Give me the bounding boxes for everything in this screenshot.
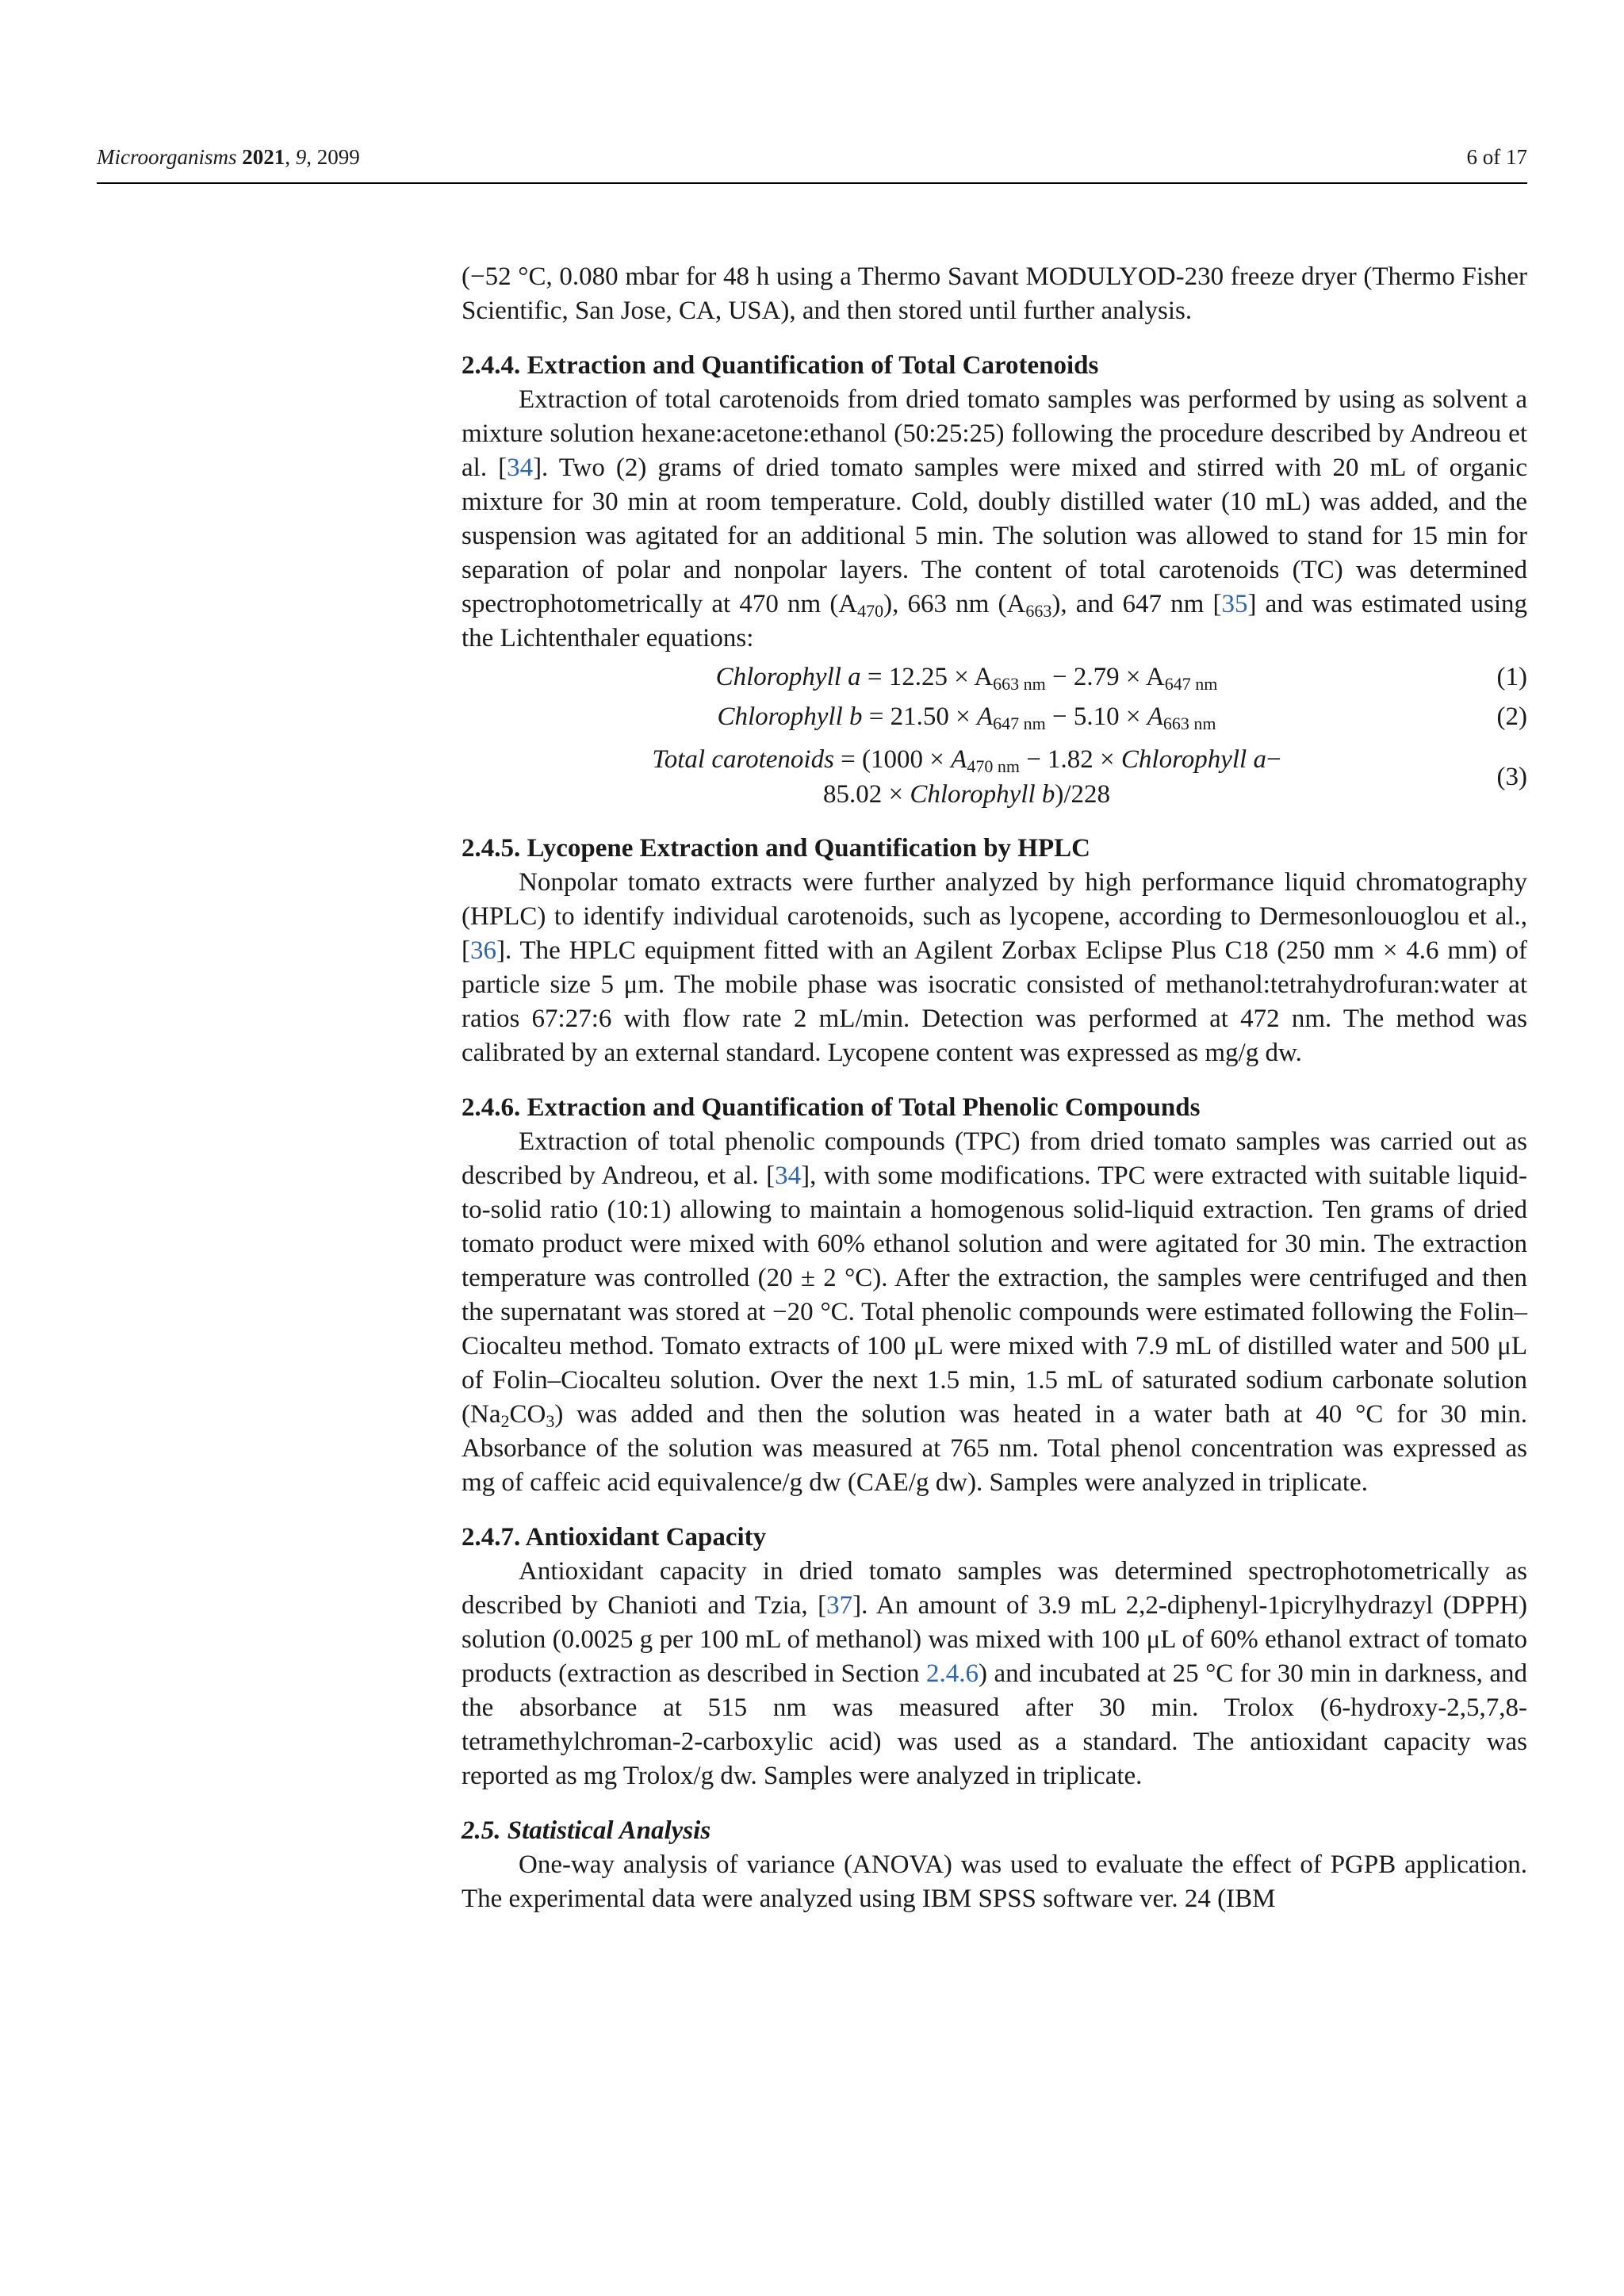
paragraph-2-4-7 <box>462 1555 1527 1793</box>
journal-article: , 2099 <box>306 145 360 169</box>
paragraph-2-4-5 <box>462 866 1527 1070</box>
subscript: 470 <box>857 601 884 621</box>
text-span: Nonpolar tomato extracts were further analyzed by high performance liquid chromatography (HPLC) to identify individual carotenoids, such as lycopene, according to Dermesonlouoglou et al., [ <box>462 868 1527 965</box>
text-span: ), 663 nm (A <box>883 590 1026 618</box>
equation-3-line-2 <box>462 778 1472 812</box>
equation-3 <box>462 743 1527 816</box>
citation-link[interactable]: 34 <box>507 453 534 482</box>
eq-variable: Chlorophyll b <box>910 780 1055 809</box>
eq-variable: Chlorophyll b <box>717 702 863 731</box>
equation-number: (2) <box>1496 702 1527 731</box>
citation-link[interactable]: 36 <box>470 936 496 965</box>
text-span: Extraction of total carotenoids from dried tomato samples was performed by using as solvent a mixture solution hexane:acetone:ethanol (50:25:25) following the procedure described by Andreou et al. [ <box>462 385 1527 482</box>
paragraph-2-4-4 <box>462 383 1527 656</box>
text-span: ] and was estimated using the Lichtenthaler equations: <box>462 590 1527 652</box>
page-header <box>97 143 1527 184</box>
subscript: 647 nm <box>993 714 1046 733</box>
eq-text: 85.02 × <box>822 780 910 809</box>
text-span: One-way analysis of variance (ANOVA) was used to evaluate the effect of PGPB application. The experimental data were analyzed using IBM SPSS software ver. 24 (IBM <box>462 1850 1527 1913</box>
eq-text: − 1.82 × <box>1019 745 1121 774</box>
subscript: 663 nm <box>1162 714 1216 733</box>
text-span: ]. An amount of 3.9 mL 2,2-diphenyl-1picrylhydrazyl (DPPH) solution (0.0025 g per 100 mL of methanol) was mixed with 100 μL of 60% ethanol extract of tomato products (extraction as described in Section <box>462 1591 1528 1688</box>
eq-text: )/228 <box>1055 780 1111 809</box>
text-span: ]. The HPLC equipment fitted with an Agilent Zorbax Eclipse Plus C18 (250 mm × 4.6 mm) of particle size 5 μm. The mobile phase was isocratic consisted of methanol:tetrahydrofuran:water at ratios 67:27:6 with flow rate 2 mL/min. Detection was performed at 472 nm. The method was calibrated by an external standard. Lycopene content was expressed as mg/g dw. <box>462 936 1527 1067</box>
equation-2-body <box>462 700 1472 734</box>
text-span: Antioxidant capacity in dried tomato samples was determined spectrophotometrically as described by Chanioti and Tzia, [ <box>462 1557 1527 1620</box>
eq-variable: Total carotenoids <box>652 745 834 774</box>
equation-1-body <box>462 660 1472 695</box>
equation-1 <box>462 660 1527 695</box>
journal-name: Microorganisms <box>97 145 237 169</box>
text-span: CO <box>509 1400 546 1429</box>
eq-variable: Chlorophyll a <box>715 663 861 691</box>
section-heading-2-4-4: 2.4.4. Extraction and Quantification of Total Carotenoids <box>462 351 1099 380</box>
article-body <box>462 260 1527 1916</box>
text-span: ), and 647 nm [ <box>1051 590 1222 618</box>
eq-variable: Chlorophyll a <box>1120 745 1266 774</box>
citation-link[interactable]: 35 <box>1221 590 1248 618</box>
text-span: ) was added and then the solution was heated in a water bath at 40 °C for 30 min. Absorbance of the solution was measured at 765 nm. Total phenol concentration was expressed as mg of caffeic acid equivalence/g dw (CAE/g dw). Samples were analyzed in triplicate. <box>462 1400 1527 1497</box>
citation-link[interactable]: 37 <box>826 1591 853 1620</box>
equation-number: (1) <box>1496 663 1527 691</box>
section-link[interactable]: 2.4.6 <box>926 1659 979 1688</box>
journal-citation: Microorganisms 2021, 9, 2099 <box>97 145 360 169</box>
equation-3-line-1 <box>462 743 1472 777</box>
subscript: 3 <box>546 1411 555 1431</box>
equation-number: (3) <box>1496 763 1527 791</box>
subscript: 2 <box>500 1411 510 1431</box>
journal-year: 2021 <box>242 145 285 169</box>
section-heading-2-4-7: 2.4.7. Antioxidant Capacity <box>462 1523 767 1552</box>
paragraph-2-5 <box>462 1848 1527 1916</box>
citation-link[interactable]: 34 <box>775 1161 802 1190</box>
eq-text: = 12.25 × A <box>860 663 994 691</box>
text-span: ], with some modifications. TPC were extracted with suitable liquid-to-solid ratio (10:1) allowing to maintain a homogenous solid-liquid extraction. Ten grams of dried tomato product were mixed with 60% ethanol solution and were agitated for 30 min. The extraction temperature was controlled (20 ± 2 °C). After the extraction, the samples were centrifuged and then the supernatant was stored at −20 °C. Total phenolic compounds were estimated following the Folin–Ciocalteu method. Tomato extracts of 100 μL were mixed with 7.9 mL of distilled water and 500 μL of Folin–Ciocalteu solution. Over the next 1.5 min, 1.5 mL of saturated sodium carbonate solution (Na <box>462 1161 1527 1429</box>
journal-volume: 9 <box>295 145 307 169</box>
paragraph-2-4-6 <box>462 1125 1527 1500</box>
eq-text: − 2.79 × A <box>1045 663 1165 691</box>
eq-variable: A <box>976 702 994 731</box>
equation-2 <box>462 700 1527 735</box>
eq-text: − 5.10 × <box>1045 702 1147 731</box>
intro-paragraph <box>462 260 1527 328</box>
subscript: 663 nm <box>993 674 1046 694</box>
section-heading-2-5 <box>462 1814 1527 1848</box>
subscript: 647 nm <box>1164 674 1218 694</box>
subscript: 470 nm <box>967 756 1020 776</box>
eq-variable: A <box>951 745 967 774</box>
text-span: ) and incubated at 25 °C for 30 min in darkness, and the absorbance at 515 nm was measured after 30 min. Trolox (6-hydroxy-2,5,7,8-tetramethylchroman-2-carboxylic acid) was used as a standard. The antioxidant capacity was reported as mg Trolox/g dw. Samples were analyzed in triplicate. <box>462 1659 1527 1790</box>
section-heading-text: 2.5. Statistical Analysis <box>462 1816 711 1845</box>
text-span: Extraction of total phenolic compounds (TPC) from dried tomato samples was carried out as described by Andreou, et al. [ <box>462 1127 1527 1190</box>
section-heading-2-4-5: 2.4.5. Lycopene Extraction and Quantification by HPLC <box>462 834 1090 863</box>
section-heading-2-4-6: 2.4.6. Extraction and Quantification of Total Phenolic Compounds <box>462 1093 1201 1122</box>
eq-text: = (1000 × <box>833 745 952 774</box>
eq-text: = 21.50 × <box>862 702 977 731</box>
eq-variable: A <box>1147 702 1163 731</box>
page-number: 6 of 17 <box>1466 145 1527 169</box>
intro-text: (−52 °C, 0.080 mbar for 48 h using a Thermo Savant MODULYOD-230 freeze dryer (Thermo Fisher Scientific, San Jose, CA, USA), and then stored until further analysis. <box>462 262 1527 325</box>
text-span: ]. Two (2) grams of dried tomato samples were mixed and stirred with 20 mL of organic mixture for 30 min at room temperature. Cold, doubly distilled water (10 mL) was added, and the suspension was agitated for an additional 5 min. The solution was allowed to stand for 15 min for separation of polar and nonpolar layers. The content of total carotenoids (TC) was determined spectrophotometrically at 470 nm (A <box>462 453 1527 618</box>
eq-text: − <box>1266 745 1281 774</box>
subscript: 663 <box>1025 601 1052 621</box>
